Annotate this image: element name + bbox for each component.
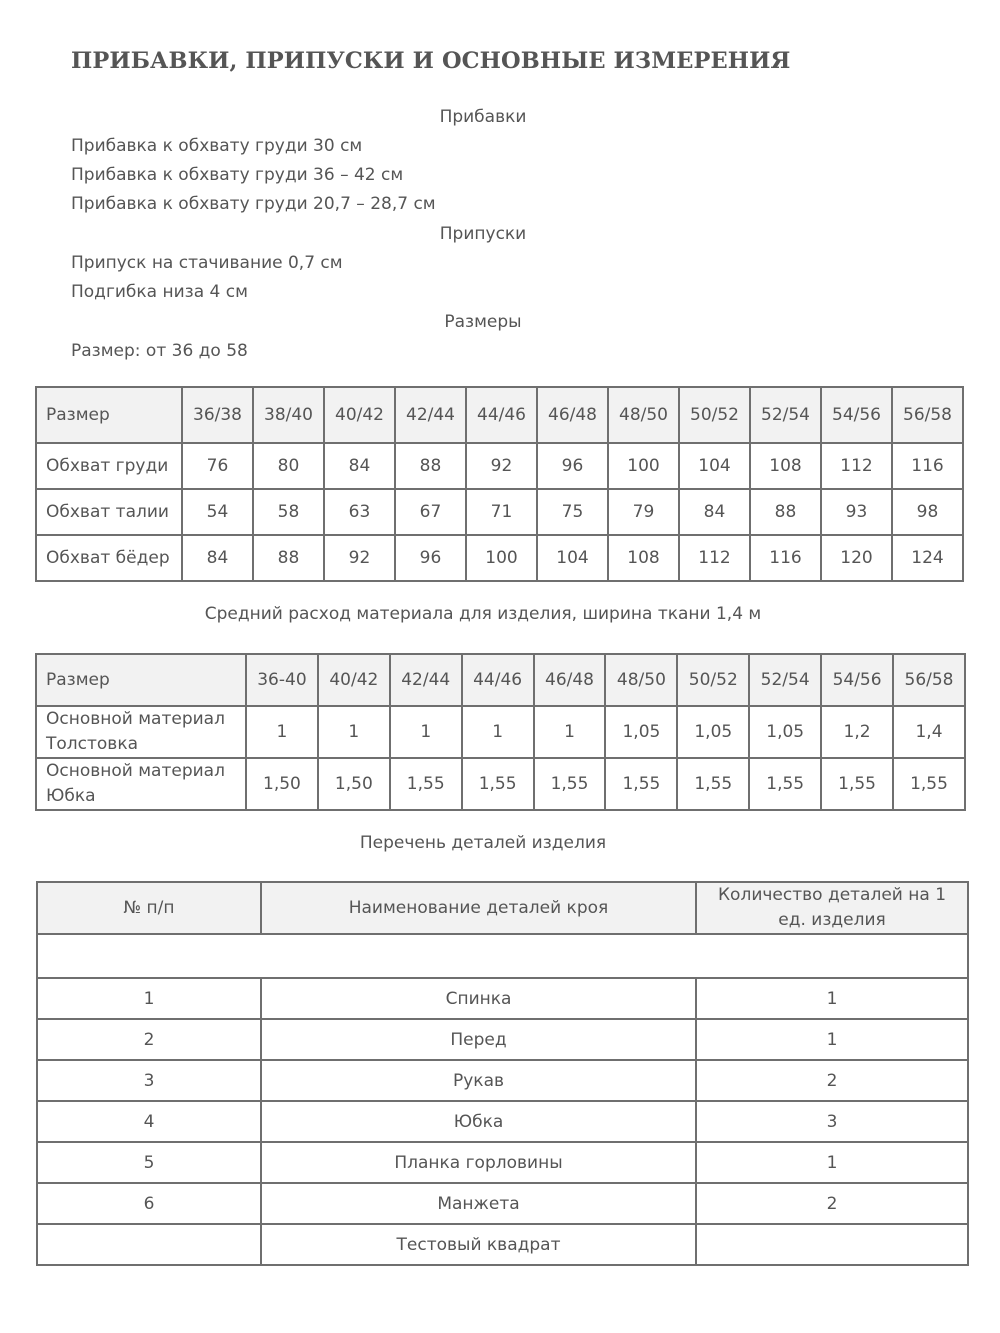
- table-row: [37, 1101, 968, 1142]
- table-cell: 100: [466, 535, 537, 581]
- table-header-row: [36, 387, 963, 443]
- table-cell: 84: [324, 443, 395, 489]
- size-header-cell: 36-40: [246, 654, 318, 706]
- table-cell: 1: [462, 706, 534, 758]
- table-cell: 1: [390, 706, 462, 758]
- table-cell: 76: [182, 443, 253, 489]
- allowance-line: Прибавка к обхвату груди 36 – 42 см: [71, 165, 404, 185]
- row-label-line: Толстовка: [46, 734, 139, 754]
- table-row: [36, 489, 963, 535]
- allowances-heading: Прибавки: [439, 107, 527, 127]
- size-header-cell: 44/46: [466, 387, 537, 443]
- table-cell: 100: [608, 443, 679, 489]
- table-header-row: [36, 654, 965, 706]
- table-cell: 88: [253, 535, 324, 581]
- table-cell: 75: [537, 489, 608, 535]
- table-cell: 1,55: [462, 758, 534, 810]
- parts-caption: Перечень деталей изделия: [359, 833, 607, 853]
- table-row: [36, 535, 963, 581]
- part-count: 2: [696, 1060, 968, 1101]
- parts-list-table: [36, 881, 969, 1266]
- part-number: 2: [37, 1019, 261, 1060]
- table-cell: 1,55: [677, 758, 749, 810]
- row-label: Обхват талии: [36, 489, 182, 535]
- part-count: [696, 1224, 968, 1265]
- size-header-cell: 40/42: [318, 654, 390, 706]
- allowance-line: Прибавка к обхвату груди 20,7 – 28,7 см: [71, 194, 436, 214]
- empty-cell: [37, 934, 968, 978]
- size-header-cell: 42/44: [395, 387, 466, 443]
- table-row-empty: [37, 934, 968, 978]
- part-name: Перед: [261, 1019, 696, 1060]
- table-cell: 1,05: [677, 706, 749, 758]
- size-header-cell: 42/44: [390, 654, 462, 706]
- table-cell: 112: [821, 443, 892, 489]
- table-cell: 1: [318, 706, 390, 758]
- header-cell: Размер: [36, 654, 246, 706]
- table-cell: 80: [253, 443, 324, 489]
- table-cell: 96: [537, 443, 608, 489]
- table-cell: 93: [821, 489, 892, 535]
- size-header-cell: 48/50: [605, 654, 677, 706]
- body-measurements-table: [35, 386, 964, 582]
- number-header: № п/п: [37, 882, 261, 934]
- table-row: [37, 1183, 968, 1224]
- size-header-cell: 46/48: [534, 654, 606, 706]
- table-cell: 124: [892, 535, 963, 581]
- part-count: 1: [696, 1142, 968, 1183]
- seam-allowances-heading: Припуски: [439, 224, 527, 244]
- table-cell: 88: [395, 443, 466, 489]
- seam-allowance-line: Припуск на стачивание 0,7 см: [71, 253, 343, 273]
- table-cell: 1,55: [821, 758, 893, 810]
- size-header-cell: 56/58: [893, 654, 965, 706]
- table-row: [37, 1142, 968, 1183]
- table-row: [36, 758, 965, 810]
- table-row: [36, 443, 963, 489]
- row-label-line: Основной материал: [46, 761, 225, 781]
- size-range: Размер: от 36 до 58: [71, 341, 248, 361]
- table-cell: 104: [679, 443, 750, 489]
- size-header-cell: 48/50: [608, 387, 679, 443]
- count-header-line: Количество деталей на 1: [717, 885, 947, 905]
- table-cell: 92: [324, 535, 395, 581]
- table-cell: 63: [324, 489, 395, 535]
- table-cell: 1,55: [605, 758, 677, 810]
- table-cell: 1,55: [749, 758, 821, 810]
- part-name: Юбка: [261, 1101, 696, 1142]
- table-cell: 120: [821, 535, 892, 581]
- table-cell: 79: [608, 489, 679, 535]
- table-row: [37, 1019, 968, 1060]
- table-cell: 1,50: [246, 758, 318, 810]
- table-cell: 1,55: [390, 758, 462, 810]
- table-cell: 84: [182, 535, 253, 581]
- name-header: Наименование деталей кроя: [261, 882, 696, 934]
- part-number: [37, 1224, 261, 1265]
- allowance-line: Прибавка к обхвату груди 30 см: [71, 136, 363, 156]
- part-number: 6: [37, 1183, 261, 1224]
- table-cell: 96: [395, 535, 466, 581]
- size-header-cell: 52/54: [749, 654, 821, 706]
- part-name: Манжета: [261, 1183, 696, 1224]
- table-cell: 112: [679, 535, 750, 581]
- part-name: Планка горловины: [261, 1142, 696, 1183]
- part-name: Спинка: [261, 978, 696, 1019]
- part-number: 5: [37, 1142, 261, 1183]
- size-header-cell: 40/42: [324, 387, 395, 443]
- table-cell: 98: [892, 489, 963, 535]
- table-row: [37, 1224, 968, 1265]
- table-row: [36, 706, 965, 758]
- part-number: 4: [37, 1101, 261, 1142]
- table-header-row: [37, 882, 968, 934]
- part-count: 2: [696, 1183, 968, 1224]
- table-cell: 54: [182, 489, 253, 535]
- size-header-cell: 38/40: [253, 387, 324, 443]
- table-cell: 67: [395, 489, 466, 535]
- size-header-cell: 54/56: [821, 654, 893, 706]
- part-name: Рукав: [261, 1060, 696, 1101]
- table-cell: 1,4: [893, 706, 965, 758]
- table-cell: 1,50: [318, 758, 390, 810]
- table-cell: 1: [246, 706, 318, 758]
- part-count: 1: [696, 1019, 968, 1060]
- row-label: Обхват груди: [36, 443, 182, 489]
- table-cell: 108: [750, 443, 821, 489]
- table-cell: 92: [466, 443, 537, 489]
- size-header-cell: 56/58: [892, 387, 963, 443]
- table-cell: 84: [679, 489, 750, 535]
- count-header: [696, 882, 968, 934]
- size-header-cell: 44/46: [462, 654, 534, 706]
- table-cell: 88: [750, 489, 821, 535]
- page-title: ПРИБАВКИ, ПРИПУСКИ И ОСНОВНЫЕ ИЗМЕРЕНИЯ: [71, 48, 791, 74]
- row-label: [36, 706, 246, 758]
- sizes-heading: Размеры: [444, 312, 522, 332]
- material-caption: Средний расход материала для изделия, ширина ткани 1,4 м: [204, 604, 762, 624]
- table-cell: 104: [537, 535, 608, 581]
- table-row: [37, 978, 968, 1019]
- row-label-line: Основной материал: [46, 709, 225, 729]
- part-number: 3: [37, 1060, 261, 1101]
- table-cell: 108: [608, 535, 679, 581]
- part-number: 1: [37, 978, 261, 1019]
- size-header-cell: 36/38: [182, 387, 253, 443]
- table-cell: 1,2: [821, 706, 893, 758]
- row-label: Обхват бёдер: [36, 535, 182, 581]
- table-cell: 1,55: [534, 758, 606, 810]
- size-header-cell: 54/56: [821, 387, 892, 443]
- material-consumption-table: [35, 653, 966, 811]
- part-count: 1: [696, 978, 968, 1019]
- table-cell: 116: [892, 443, 963, 489]
- table-cell: 58: [253, 489, 324, 535]
- part-name: Тестовый квадрат: [261, 1224, 696, 1265]
- part-count: 3: [696, 1101, 968, 1142]
- table-cell: 1,05: [605, 706, 677, 758]
- table-cell: 1,05: [749, 706, 821, 758]
- header-cell: Размер: [36, 387, 182, 443]
- row-label: [36, 758, 246, 810]
- size-header-cell: 50/52: [679, 387, 750, 443]
- table-cell: 71: [466, 489, 537, 535]
- table-cell: 1,55: [893, 758, 965, 810]
- size-header-cell: 46/48: [537, 387, 608, 443]
- table-row: [37, 1060, 968, 1101]
- row-label-line: Юбка: [46, 786, 96, 806]
- size-header-cell: 50/52: [677, 654, 749, 706]
- seam-allowance-line: Подгибка низа 4 см: [71, 282, 248, 302]
- table-cell: 116: [750, 535, 821, 581]
- count-header-line: ед. изделия: [778, 910, 886, 930]
- table-cell: 1: [534, 706, 606, 758]
- size-header-cell: 52/54: [750, 387, 821, 443]
